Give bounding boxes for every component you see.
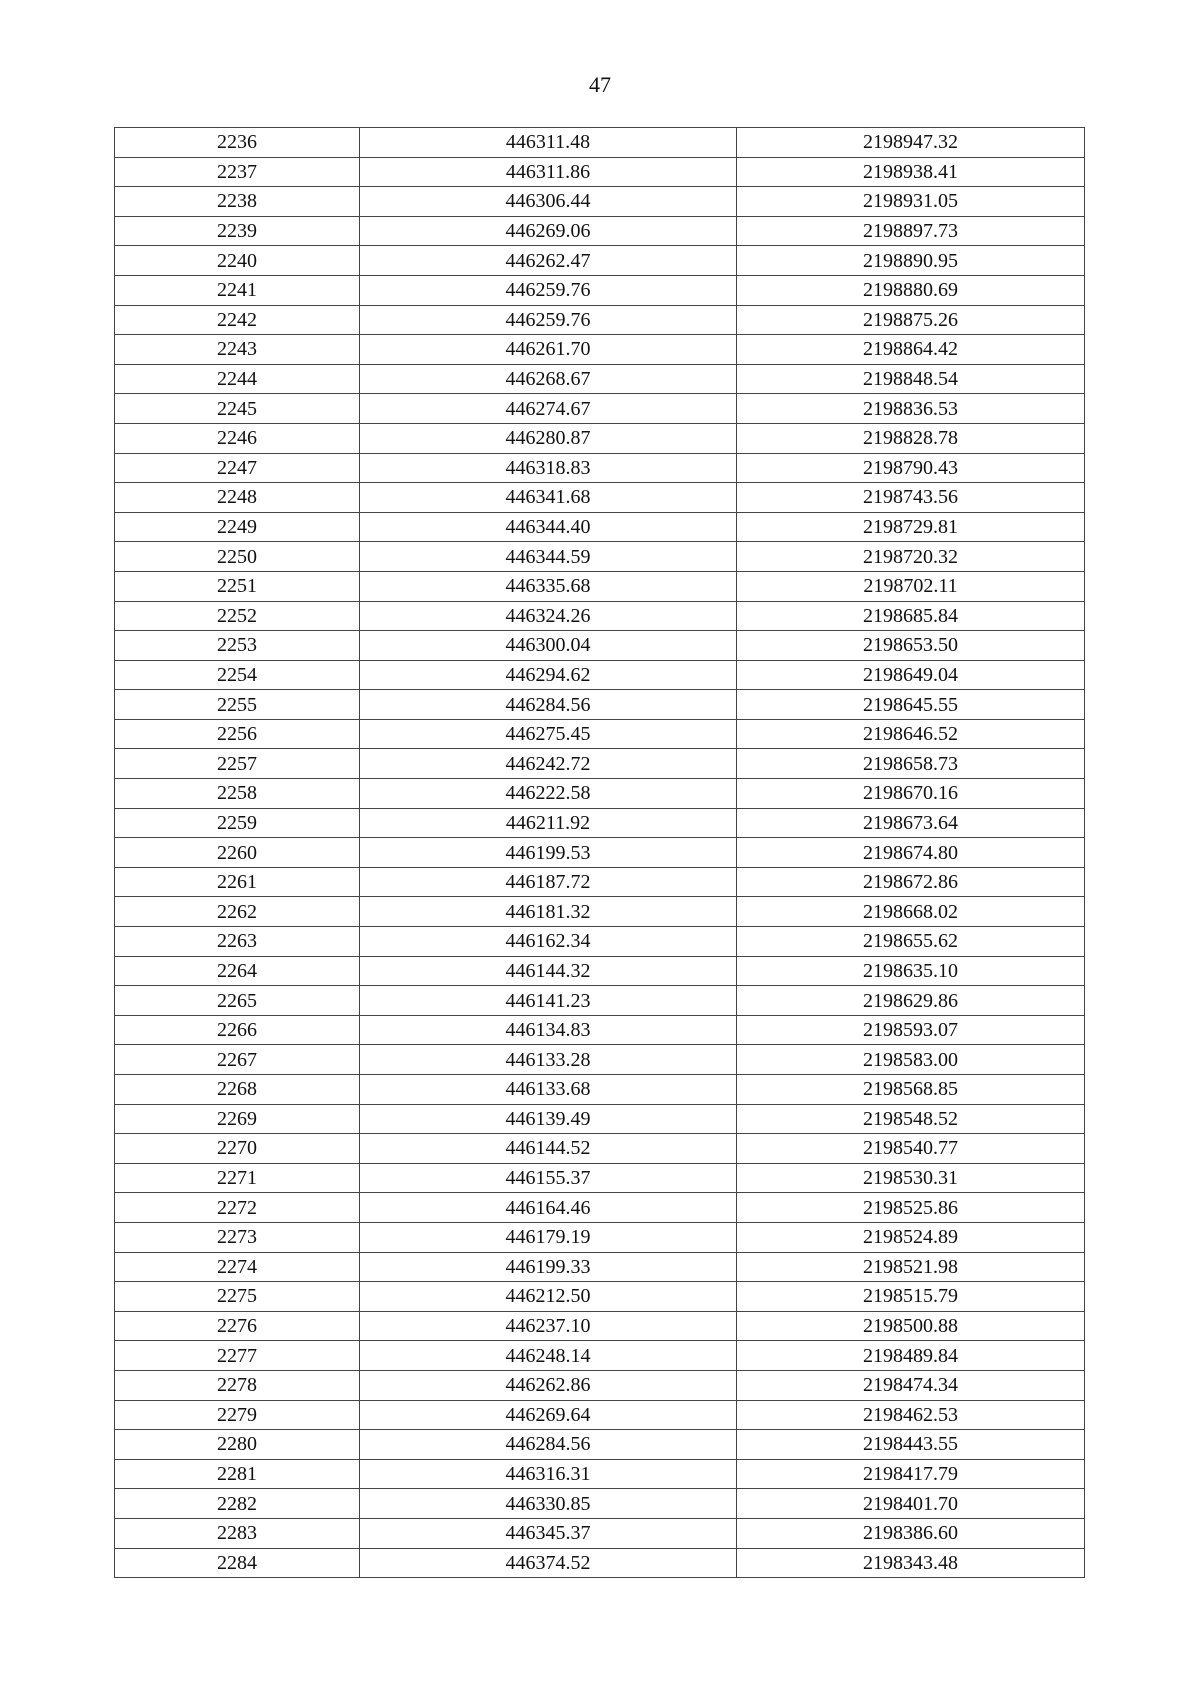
point-number-cell: 2278 (115, 1370, 360, 1400)
table-row (115, 1075, 1085, 1105)
table-row (115, 1430, 1085, 1460)
y-coordinate-cell: 2198443.55 (737, 1430, 1085, 1460)
x-coordinate-cell: 446374.52 (360, 1548, 737, 1578)
table-row (115, 1252, 1085, 1282)
point-number-cell: 2256 (115, 719, 360, 749)
point-number-cell: 2269 (115, 1104, 360, 1134)
x-coordinate-cell: 446324.26 (360, 601, 737, 631)
y-coordinate-cell: 2198646.52 (737, 719, 1085, 749)
table-row (115, 867, 1085, 897)
point-number-cell: 2254 (115, 660, 360, 690)
point-number-cell: 2252 (115, 601, 360, 631)
y-coordinate-cell: 2198645.55 (737, 690, 1085, 720)
x-coordinate-cell: 446133.68 (360, 1075, 737, 1105)
point-number-cell: 2253 (115, 631, 360, 661)
point-number-cell: 2262 (115, 897, 360, 927)
y-coordinate-cell: 2198668.02 (737, 897, 1085, 927)
point-number-cell: 2266 (115, 1015, 360, 1045)
table-row (115, 838, 1085, 868)
point-number-cell: 2245 (115, 394, 360, 424)
x-coordinate-cell: 446311.48 (360, 128, 737, 158)
x-coordinate-cell: 446248.14 (360, 1341, 737, 1371)
point-number-cell: 2275 (115, 1282, 360, 1312)
y-coordinate-cell: 2198649.04 (737, 660, 1085, 690)
table-row (115, 719, 1085, 749)
point-number-cell: 2248 (115, 483, 360, 513)
point-number-cell: 2239 (115, 216, 360, 246)
table-row (115, 1282, 1085, 1312)
y-coordinate-cell: 2198343.48 (737, 1548, 1085, 1578)
x-coordinate-cell: 446134.83 (360, 1015, 737, 1045)
y-coordinate-cell: 2198673.64 (737, 808, 1085, 838)
y-coordinate-cell: 2198720.32 (737, 542, 1085, 572)
table-row (115, 364, 1085, 394)
coordinates-table-body (115, 128, 1085, 1578)
y-coordinate-cell: 2198629.86 (737, 986, 1085, 1016)
x-coordinate-cell: 446164.46 (360, 1193, 737, 1223)
y-coordinate-cell: 2198828.78 (737, 423, 1085, 453)
table-row (115, 394, 1085, 424)
y-coordinate-cell: 2198521.98 (737, 1252, 1085, 1282)
x-coordinate-cell: 446274.67 (360, 394, 737, 424)
point-number-cell: 2277 (115, 1341, 360, 1371)
x-coordinate-cell: 446280.87 (360, 423, 737, 453)
table-row (115, 660, 1085, 690)
y-coordinate-cell: 2198848.54 (737, 364, 1085, 394)
y-coordinate-cell: 2198548.52 (737, 1104, 1085, 1134)
x-coordinate-cell: 446222.58 (360, 779, 737, 809)
x-coordinate-cell: 446262.47 (360, 246, 737, 276)
x-coordinate-cell: 446237.10 (360, 1311, 737, 1341)
x-coordinate-cell: 446259.76 (360, 275, 737, 305)
y-coordinate-cell: 2198583.00 (737, 1045, 1085, 1075)
y-coordinate-cell: 2198938.41 (737, 157, 1085, 187)
coordinates-table (114, 127, 1085, 1578)
y-coordinate-cell: 2198880.69 (737, 275, 1085, 305)
point-number-cell: 2279 (115, 1400, 360, 1430)
point-number-cell: 2280 (115, 1430, 360, 1460)
x-coordinate-cell: 446275.45 (360, 719, 737, 749)
y-coordinate-cell: 2198386.60 (737, 1518, 1085, 1548)
table-row (115, 601, 1085, 631)
y-coordinate-cell: 2198635.10 (737, 956, 1085, 986)
table-row (115, 423, 1085, 453)
table-row (115, 986, 1085, 1016)
y-coordinate-cell: 2198655.62 (737, 927, 1085, 957)
table-row (115, 1311, 1085, 1341)
x-coordinate-cell: 446269.64 (360, 1400, 737, 1430)
x-coordinate-cell: 446141.23 (360, 986, 737, 1016)
y-coordinate-cell: 2198674.80 (737, 838, 1085, 868)
point-number-cell: 2284 (115, 1548, 360, 1578)
x-coordinate-cell: 446199.53 (360, 838, 737, 868)
y-coordinate-cell: 2198670.16 (737, 779, 1085, 809)
y-coordinate-cell: 2198525.86 (737, 1193, 1085, 1223)
x-coordinate-cell: 446144.52 (360, 1134, 737, 1164)
table-row (115, 1015, 1085, 1045)
x-coordinate-cell: 446284.56 (360, 1430, 737, 1460)
point-number-cell: 2236 (115, 128, 360, 158)
table-row (115, 512, 1085, 542)
table-row (115, 335, 1085, 365)
y-coordinate-cell: 2198401.70 (737, 1489, 1085, 1519)
y-coordinate-cell: 2198729.81 (737, 512, 1085, 542)
table-row (115, 1370, 1085, 1400)
page-number: 47 (589, 72, 611, 97)
point-number-cell: 2250 (115, 542, 360, 572)
y-coordinate-cell: 2198836.53 (737, 394, 1085, 424)
table-row (115, 275, 1085, 305)
x-coordinate-cell: 446269.06 (360, 216, 737, 246)
table-row (115, 571, 1085, 601)
y-coordinate-cell: 2198947.32 (737, 128, 1085, 158)
point-number-cell: 2240 (115, 246, 360, 276)
table-row (115, 631, 1085, 661)
point-number-cell: 2264 (115, 956, 360, 986)
table-row (115, 690, 1085, 720)
point-number-cell: 2257 (115, 749, 360, 779)
x-coordinate-cell: 446344.59 (360, 542, 737, 572)
x-coordinate-cell: 446268.67 (360, 364, 737, 394)
y-coordinate-cell: 2198658.73 (737, 749, 1085, 779)
point-number-cell: 2243 (115, 335, 360, 365)
y-coordinate-cell: 2198864.42 (737, 335, 1085, 365)
x-coordinate-cell: 446144.32 (360, 956, 737, 986)
y-coordinate-cell: 2198474.34 (737, 1370, 1085, 1400)
x-coordinate-cell: 446300.04 (360, 631, 737, 661)
point-number-cell: 2261 (115, 867, 360, 897)
point-number-cell: 2272 (115, 1193, 360, 1223)
y-coordinate-cell: 2198890.95 (737, 246, 1085, 276)
point-number-cell: 2283 (115, 1518, 360, 1548)
y-coordinate-cell: 2198702.11 (737, 571, 1085, 601)
table-row (115, 483, 1085, 513)
table-row (115, 1518, 1085, 1548)
x-coordinate-cell: 446311.86 (360, 157, 737, 187)
x-coordinate-cell: 446344.40 (360, 512, 737, 542)
y-coordinate-cell: 2198931.05 (737, 187, 1085, 217)
point-number-cell: 2273 (115, 1222, 360, 1252)
x-coordinate-cell: 446242.72 (360, 749, 737, 779)
point-number-cell: 2271 (115, 1163, 360, 1193)
table-row (115, 1045, 1085, 1075)
y-coordinate-cell: 2198515.79 (737, 1282, 1085, 1312)
point-number-cell: 2282 (115, 1489, 360, 1519)
table-row (115, 1163, 1085, 1193)
y-coordinate-cell: 2198524.89 (737, 1222, 1085, 1252)
table-row (115, 1193, 1085, 1223)
x-coordinate-cell: 446261.70 (360, 335, 737, 365)
table-row (115, 927, 1085, 957)
point-number-cell: 2241 (115, 275, 360, 305)
point-number-cell: 2247 (115, 453, 360, 483)
y-coordinate-cell: 2198743.56 (737, 483, 1085, 513)
point-number-cell: 2263 (115, 927, 360, 957)
point-number-cell: 2249 (115, 512, 360, 542)
point-number-cell: 2259 (115, 808, 360, 838)
table-row (115, 1459, 1085, 1489)
x-coordinate-cell: 446199.33 (360, 1252, 737, 1282)
x-coordinate-cell: 446259.76 (360, 305, 737, 335)
table-row (115, 1134, 1085, 1164)
table-row (115, 1548, 1085, 1578)
x-coordinate-cell: 446187.72 (360, 867, 737, 897)
x-coordinate-cell: 446316.31 (360, 1459, 737, 1489)
x-coordinate-cell: 446318.83 (360, 453, 737, 483)
y-coordinate-cell: 2198500.88 (737, 1311, 1085, 1341)
table-row (115, 128, 1085, 158)
x-coordinate-cell: 446262.86 (360, 1370, 737, 1400)
point-number-cell: 2270 (115, 1134, 360, 1164)
point-number-cell: 2242 (115, 305, 360, 335)
table-row (115, 246, 1085, 276)
table-row (115, 305, 1085, 335)
point-number-cell: 2238 (115, 187, 360, 217)
x-coordinate-cell: 446345.37 (360, 1518, 737, 1548)
table-row (115, 808, 1085, 838)
y-coordinate-cell: 2198489.84 (737, 1341, 1085, 1371)
point-number-cell: 2260 (115, 838, 360, 868)
point-number-cell: 2251 (115, 571, 360, 601)
point-number-cell: 2265 (115, 986, 360, 1016)
y-coordinate-cell: 2198672.86 (737, 867, 1085, 897)
point-number-cell: 2268 (115, 1075, 360, 1105)
x-coordinate-cell: 446284.56 (360, 690, 737, 720)
x-coordinate-cell: 446306.44 (360, 187, 737, 217)
x-coordinate-cell: 446181.32 (360, 897, 737, 927)
point-number-cell: 2246 (115, 423, 360, 453)
point-number-cell: 2255 (115, 690, 360, 720)
x-coordinate-cell: 446341.68 (360, 483, 737, 513)
point-number-cell: 2274 (115, 1252, 360, 1282)
y-coordinate-cell: 2198417.79 (737, 1459, 1085, 1489)
x-coordinate-cell: 446335.68 (360, 571, 737, 601)
x-coordinate-cell: 446139.49 (360, 1104, 737, 1134)
point-number-cell: 2237 (115, 157, 360, 187)
table-row (115, 1489, 1085, 1519)
x-coordinate-cell: 446212.50 (360, 1282, 737, 1312)
table-row (115, 897, 1085, 927)
x-coordinate-cell: 446179.19 (360, 1222, 737, 1252)
y-coordinate-cell: 2198897.73 (737, 216, 1085, 246)
x-coordinate-cell: 446211.92 (360, 808, 737, 838)
table-row (115, 542, 1085, 572)
x-coordinate-cell: 446155.37 (360, 1163, 737, 1193)
table-row (115, 216, 1085, 246)
y-coordinate-cell: 2198653.50 (737, 631, 1085, 661)
point-number-cell: 2258 (115, 779, 360, 809)
table-row (115, 956, 1085, 986)
x-coordinate-cell: 446133.28 (360, 1045, 737, 1075)
x-coordinate-cell: 446162.34 (360, 927, 737, 957)
table-row (115, 749, 1085, 779)
x-coordinate-cell: 446330.85 (360, 1489, 737, 1519)
y-coordinate-cell: 2198685.84 (737, 601, 1085, 631)
point-number-cell: 2276 (115, 1311, 360, 1341)
y-coordinate-cell: 2198790.43 (737, 453, 1085, 483)
y-coordinate-cell: 2198593.07 (737, 1015, 1085, 1045)
x-coordinate-cell: 446294.62 (360, 660, 737, 690)
y-coordinate-cell: 2198875.26 (737, 305, 1085, 335)
point-number-cell: 2267 (115, 1045, 360, 1075)
table-row (115, 157, 1085, 187)
table-row (115, 1400, 1085, 1430)
y-coordinate-cell: 2198568.85 (737, 1075, 1085, 1105)
table-row (115, 1104, 1085, 1134)
table-row (115, 1341, 1085, 1371)
point-number-cell: 2281 (115, 1459, 360, 1489)
y-coordinate-cell: 2198540.77 (737, 1134, 1085, 1164)
table-row (115, 187, 1085, 217)
y-coordinate-cell: 2198530.31 (737, 1163, 1085, 1193)
point-number-cell: 2244 (115, 364, 360, 394)
table-row (115, 779, 1085, 809)
y-coordinate-cell: 2198462.53 (737, 1400, 1085, 1430)
table-row (115, 453, 1085, 483)
table-row (115, 1222, 1085, 1252)
